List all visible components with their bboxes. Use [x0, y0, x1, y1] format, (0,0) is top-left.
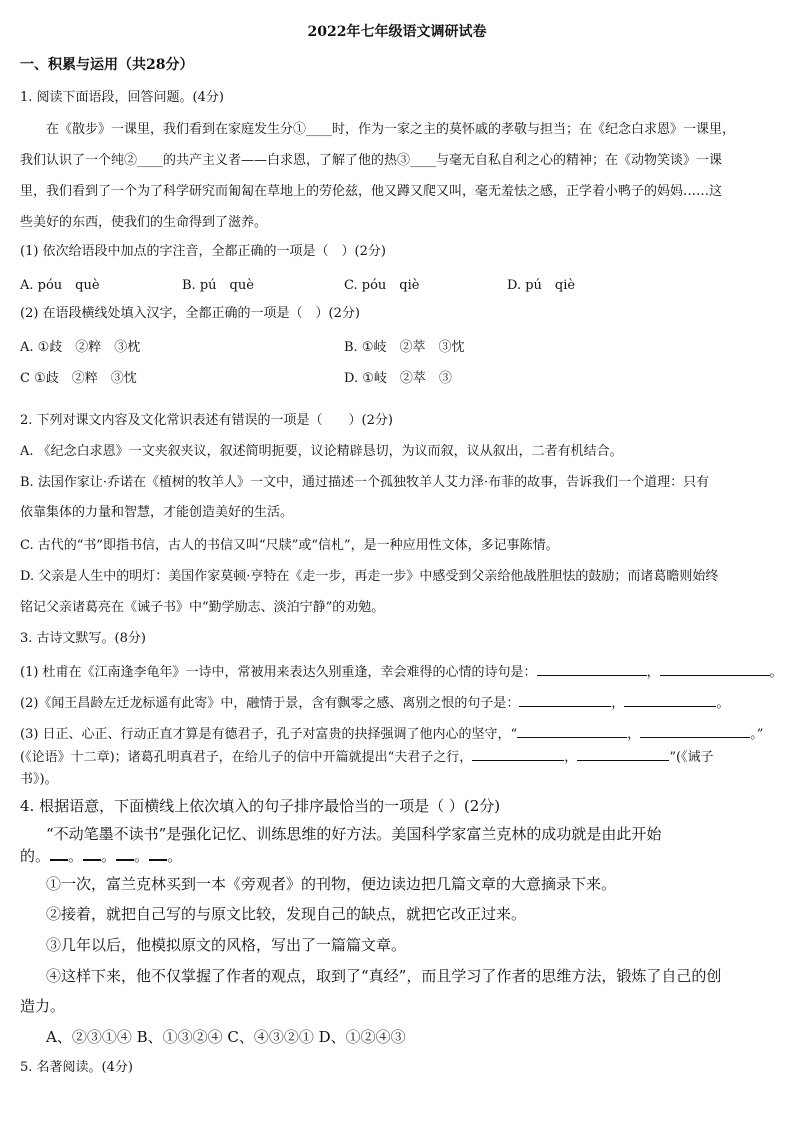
q3-line-2: (2)《闻王昌龄左迁龙标遥有此寄》中，融情于景，含有飘零之感、离别之恨的句子是： ， 。 [20, 692, 729, 714]
q1-passage-line: 些美好的东西，使我们的生命得到了滋养。 [20, 215, 268, 230]
q1-sub1-option-b: B. pú què [182, 278, 254, 293]
q4-intro: “不动笔墨不读书”是强化记忆、训练思维的好方法。美国科学家富兰克林的成功就是由此开始 [46, 825, 662, 843]
q1-sub2-option-b: B. ①岐 ②萃 ③忱 [344, 340, 465, 355]
q3-line-4-text: (《论语》十二章)；诸葛孔明真君子，在给儿子的信中开篇就提出“夫君子之行， [20, 750, 473, 765]
q2-stem: 2. 下列对课文内容及文化常识表述有错误的一项是（ ）(2分) [20, 413, 393, 428]
q4-intro-cont: 的。 。 。 。 。 [20, 847, 183, 865]
q1-passage-line: 在《散步》一课里，我们看到在家庭发生分①____时，作为一家之主的莫怀戚的孝敬与担当；在《纪念白求恩》一课里， [46, 122, 736, 137]
q3-line-5: 书》)。 [20, 772, 58, 787]
answer-blank[interactable] [624, 692, 716, 707]
q1-stem: 1. 阅读下面语段，回答问题。(4分) [20, 90, 224, 105]
q4-item: ④这样下来，他不仅掌握了作者的观点，取到了“真经”，而且学习了作者的思维方法，锻炼了自己的创 [46, 967, 722, 985]
q3-line-3: (3) 日正、心正、行动正直才算是有德君子，孔子对富贵的抉择强调了他内心的坚守，“ ， 。” [20, 723, 763, 745]
q1-sub1-option-c: C. póu qiè [344, 278, 420, 293]
answer-blank[interactable] [519, 692, 611, 707]
section-heading: 一、积累与运用（共28分） [20, 57, 194, 73]
q1-passage-line: 我们认识了一个纯②____的共产主义者——白求恩，了解了他的热③____与毫无自私自利之心的精神；在《动物笑谈》一课 [20, 153, 723, 168]
q1-sub1-option-a: A. póu què [20, 278, 100, 293]
q1-sub1-option-d: D. pú qiè [507, 278, 576, 293]
answer-blank[interactable] [83, 857, 101, 861]
q3-line-2-text: (2)《闻王昌龄左迁龙标遥有此寄》中，融情于景，含有飘零之感、离别之恨的句子是： [20, 696, 520, 711]
q3-line-4: (《论语》十二章)；诸葛孔明真君子，在给儿子的信中开篇就提出“夫君子之行， ， ”(《诫子 [20, 746, 714, 768]
q4-item: ②接着，就把自己写的与原文比较，发现自己的缺点，就把它改正过来。 [46, 905, 527, 923]
exam-title: 2022年七年级语文调研试卷 [307, 24, 487, 40]
q3-line-3-text: (3) 日正、心正、行动正直才算是有德君子，孔子对富贵的抉择强调了他内心的坚守，“ [20, 727, 518, 742]
q4-intro-end: 的。 [20, 847, 51, 865]
q4-item: ③几年以后，他模拟原文的风格，写出了一篇篇文章。 [46, 936, 407, 954]
q1-sub2-option-c: C ①歧 ②粹 ③忱 [20, 371, 137, 386]
answer-blank[interactable] [577, 746, 669, 761]
q3-line-1: (1) 杜甫在《江南逢李龟年》一诗中，常被用来表达久别重逢，幸会难得的心情的诗句是： ， 。 [20, 661, 783, 683]
q2-option-b: B. 法国作家让·乔诺在《植树的牧羊人》一文中，通过描述一个孤独牧羊人艾力泽·布菲的故事，告诉我们一个道理：只有 [20, 475, 710, 490]
q2-option-d-cont: 铭记父亲诸葛亮在《诫子书》中“勤学励志、淡泊宁静”的劝勉。 [20, 600, 385, 615]
q2-option-a: A. 《纪念白求恩》一文夹叙夹议，叙述简明扼要，议论精辟恳切，为议而叙，议从叙出，二者有机结合。 [20, 444, 623, 459]
q2-option-b-cont: 依靠集体的力量和智慧，才能创造美好的生活。 [20, 505, 294, 520]
q4-item-cont: 造力。 [20, 997, 66, 1015]
q2-option-c: C. 古代的“书”即指书信，古人的书信又叫“尺牍”或“信札”，是一种应用性文体，多记事陈情。 [20, 538, 559, 553]
q1-passage-line: 里，我们看到了一个为了科学研究而匍匐在草地上的劳伦兹，他又蹲又爬又叫，毫无羞怯之感，正学着小鸭子的妈妈……这 [20, 184, 723, 199]
q1-sub2-option-a: A. ①歧 ②粹 ③枕 [20, 340, 141, 355]
answer-blank[interactable] [660, 661, 770, 676]
q1-sub2-option-d: D. ①岐 ②萃 ③ [344, 371, 452, 386]
q3-line-4-end: ”(《诫子 [669, 750, 714, 765]
answer-blank[interactable] [472, 746, 564, 761]
q1-sub1-stem: (1) 依次给语段中加点的字注音，全都正确的一项是（ ）(2分) [20, 244, 386, 259]
q3-stem: 3. 古诗文默写。(8分) [20, 631, 146, 646]
q3-line-1-text: (1) 杜甫在《江南逢李龟年》一诗中，常被用来表达久别重逢，幸会难得的心情的诗句是： [20, 665, 537, 680]
answer-blank[interactable] [537, 661, 647, 676]
q4-item: ①一次，富兰克林买到一本《旁观者》的刊物，便边读边把几篇文章的大意摘录下来。 [46, 875, 617, 893]
answer-blank[interactable] [517, 723, 627, 738]
q1-sub2-stem: (2) 在语段横线处填入汉字，全都正确的一项是（ ）(2分) [20, 306, 360, 321]
answer-blank[interactable] [149, 857, 167, 861]
q2-option-d: D. 父亲是人生中的明灯：美国作家莫顿·亨特在《走一步，再走一步》中感受到父亲给他战胜胆怯的鼓励；而诸葛瞻则始终 [20, 569, 719, 584]
q5-stem: 5. 名著阅读。(4分) [20, 1060, 133, 1075]
answer-blank[interactable] [50, 857, 68, 861]
q4-stem: 4. 根据语意，下面横线上依次填入的句子排序最恰当的一项是（ ）(2分) [20, 797, 501, 815]
q4-options: A、②③①④ B、①③②④ C、④③②① D、①②④③ [46, 1028, 406, 1046]
answer-blank[interactable] [116, 857, 134, 861]
answer-blank[interactable] [640, 723, 750, 738]
